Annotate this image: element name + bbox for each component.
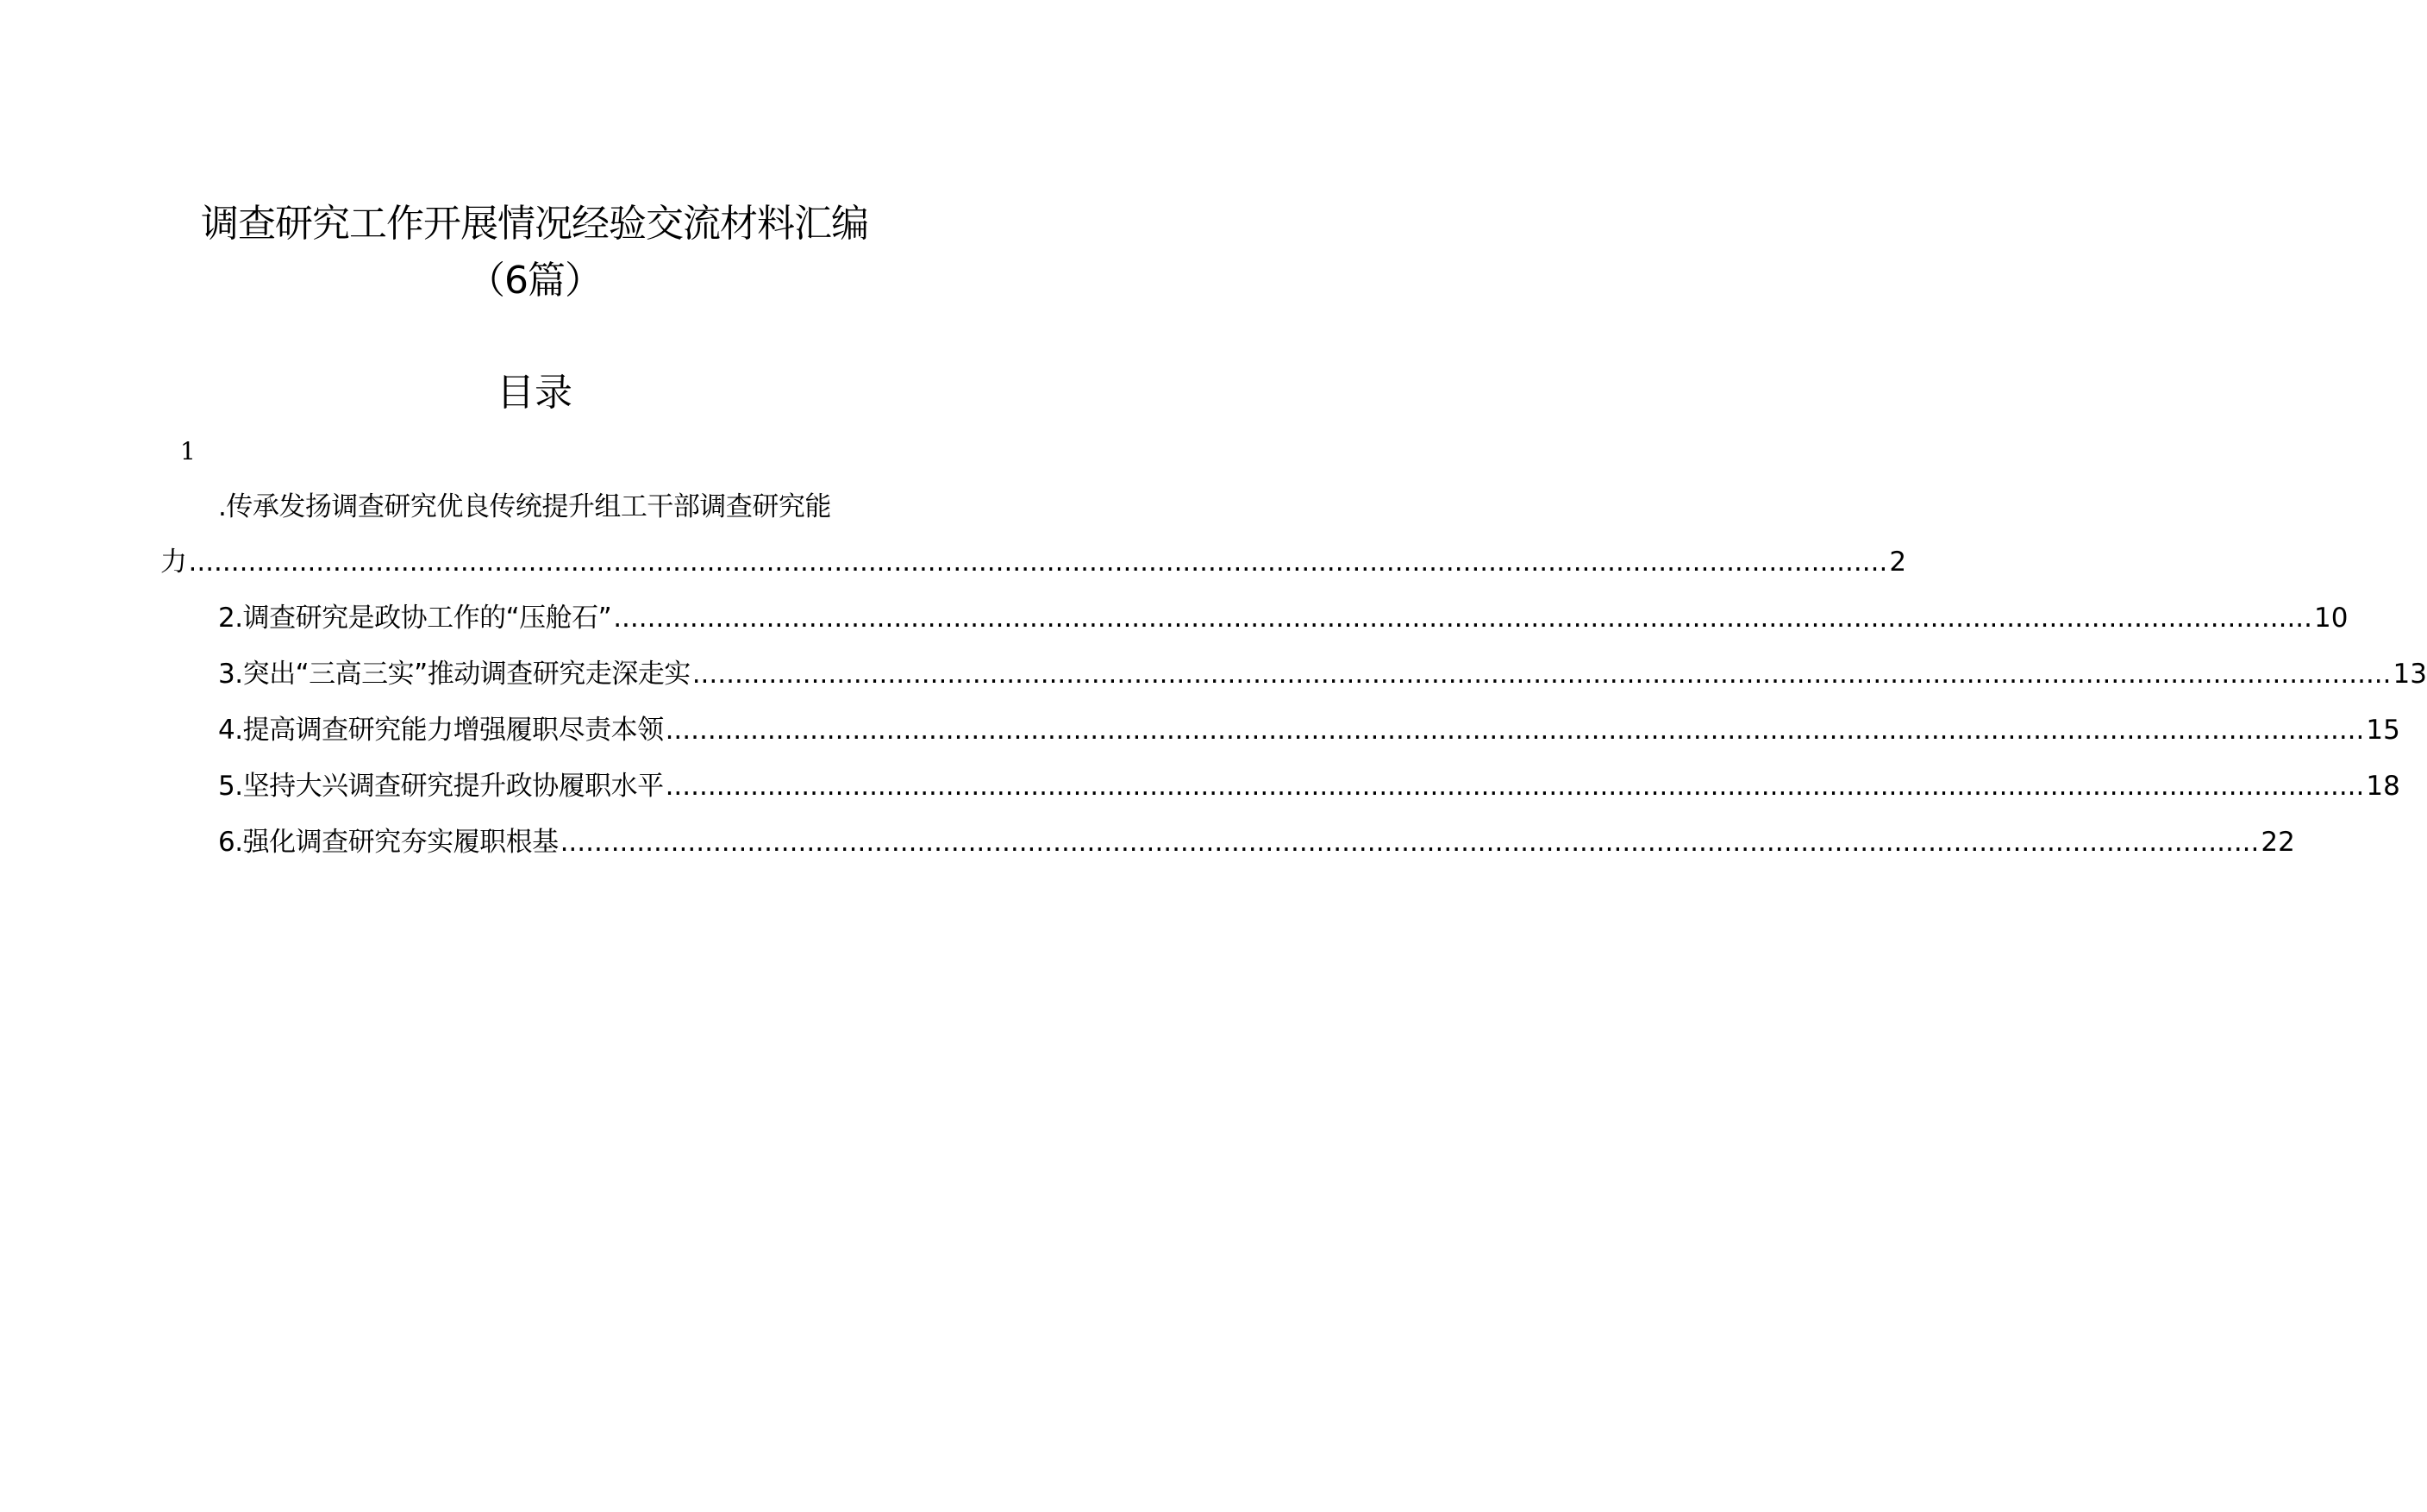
toc-page-number: 10 [2314, 603, 2349, 634]
document-title: 调查研究工作开展情况经验交流材料汇编 [201, 202, 868, 246]
toc-entry-1[interactable] [160, 545, 1907, 579]
toc-page-number: 15 [2366, 715, 2400, 746]
toc-entry-label: 3.突出“三高三实”推动调查研究走深走实 [218, 659, 691, 690]
toc-entry-5[interactable] [218, 769, 2400, 803]
toc-entry-label: 5.坚持大兴调查研究提升政协履职水平 [218, 771, 664, 802]
toc-entry-label: 2.调查研究是政协工作的“压舱石” [218, 603, 612, 634]
toc-page-number: 22 [2261, 827, 2295, 858]
toc-leader-dots: ........................................................................................................................................................................................................ [188, 547, 1888, 578]
toc-entry-2[interactable] [218, 601, 2349, 635]
toc-entry-1-label-line1[interactable]: .传承发扬调查研究优良传统提升组工干部调查研究能 [218, 491, 831, 522]
toc-leader-dots: ........................................................................................................................................................................................................ [613, 603, 2313, 634]
toc-heading: 目录 [497, 371, 572, 415]
toc-entry-label: 力 [160, 547, 187, 578]
toc-leader-dots: ........................................................................................................................................................................................................ [665, 771, 2365, 802]
toc-entry-6[interactable] [218, 825, 2295, 859]
toc-page-number: 13 [2393, 659, 2427, 690]
toc-page-number: 18 [2366, 771, 2400, 802]
toc-entry-label: 4.提高调查研究能力增强履职尽责本领 [218, 715, 664, 746]
toc-entry-label: 6.强化调查研究夯实履职根基 [218, 827, 559, 858]
toc-entry-4[interactable] [218, 713, 2400, 747]
toc-leader-dots: ........................................................................................................................................................................................................ [560, 827, 2260, 858]
toc-entry-3[interactable] [218, 657, 2427, 691]
toc-page-number: 2 [1889, 547, 1907, 578]
toc-leader-dots: ........................................................................................................................................................................................................ [691, 659, 2392, 690]
toc-leader-dots: ........................................................................................................................................................................................................ [665, 715, 2365, 746]
toc-stray-number: 1 [180, 437, 196, 465]
document-subtitle-count: （6篇） [467, 259, 602, 303]
